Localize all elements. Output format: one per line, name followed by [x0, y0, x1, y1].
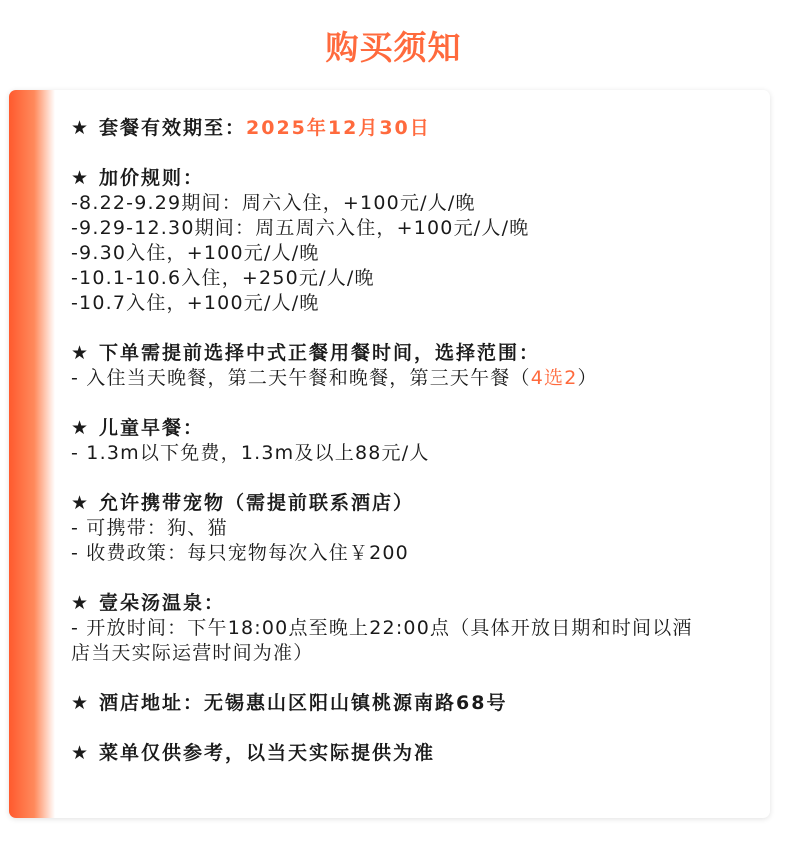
section-hotspring: [71, 591, 711, 666]
hotspring-title: 壹朵汤温泉：: [99, 592, 226, 614]
meal-choice-count: 4选2: [530, 367, 578, 389]
price-rule-item: -9.30入住，+100元/人/晚: [71, 242, 320, 264]
hotspring-heading: [71, 591, 711, 616]
star-icon: ★: [71, 117, 89, 139]
meal-range-item: [71, 366, 696, 391]
star-icon: ★: [71, 742, 89, 764]
meal-heading: [71, 341, 711, 366]
pets-title: 允许携带宠物（需提前联系酒店）: [99, 492, 415, 514]
pets-item: - 可携带：狗、猫: [71, 517, 228, 539]
star-icon: ★: [71, 692, 89, 714]
pets-heading: [71, 491, 711, 516]
kids-title: 儿童早餐：: [99, 417, 205, 439]
notice-card: [9, 90, 770, 818]
price-rule-item: -10.7入住，+100元/人/晚: [71, 292, 320, 314]
title-area: [0, 26, 787, 70]
title-underline: [322, 66, 466, 73]
section-address: [71, 691, 711, 716]
price-rules-title: 加价规则：: [99, 167, 205, 189]
section-validity: [71, 116, 711, 141]
menu-note-heading: [71, 741, 711, 766]
kids-heading: [71, 416, 711, 441]
menu-note: 菜单仅供参考，以当天实际提供为准: [99, 742, 436, 764]
kids-item: - 1.3m以下免费，1.3m及以上88元/人: [71, 442, 430, 464]
page-title: [322, 26, 466, 70]
star-icon: ★: [71, 417, 89, 439]
validity-label: 套餐有效期至：: [99, 117, 247, 139]
star-icon: ★: [71, 592, 89, 614]
hotspring-hours: - 开放时间：下午18:00点至晚上22:00点（具体开放日期和时间以酒店当天实际运营时间为准）: [71, 617, 693, 664]
validity-heading: [71, 116, 711, 141]
price-rule-item: -9.29-12.30期间：周五周六入住，+100元/人/晚: [71, 217, 530, 239]
star-icon: ★: [71, 342, 89, 364]
price-rule-item: -10.1-10.6入住，+250元/人/晚: [71, 267, 375, 289]
section-price-rules: [71, 166, 711, 316]
card-accent-bar: [9, 90, 55, 818]
hotel-address: 酒店地址：无锡惠山区阳山镇桃源南路68号: [99, 692, 508, 714]
star-icon: ★: [71, 167, 89, 189]
section-pets: [71, 491, 711, 566]
notice-content: [71, 116, 711, 791]
meal-title: 下单需提前选择中式正餐用餐时间，选择范围：: [99, 342, 541, 364]
section-kids: [71, 416, 711, 466]
meal-range-text: - 入住当天晚餐，第二天午餐和晚餐，第三天午餐（: [71, 367, 531, 389]
section-meal: [71, 341, 711, 391]
price-rules-heading: [71, 166, 711, 191]
section-menu-note: [71, 741, 711, 766]
star-icon: ★: [71, 492, 89, 514]
address-heading: [71, 691, 711, 716]
validity-date: 2025年12月30日: [246, 117, 431, 139]
meal-range-close: ）: [577, 367, 598, 389]
page-title-text: 购买须知: [325, 28, 462, 67]
pets-item: - 收费政策：每只宠物每次入住￥200: [71, 542, 409, 564]
price-rule-item: -8.22-9.29期间：周六入住，+100元/人/晚: [71, 192, 476, 214]
